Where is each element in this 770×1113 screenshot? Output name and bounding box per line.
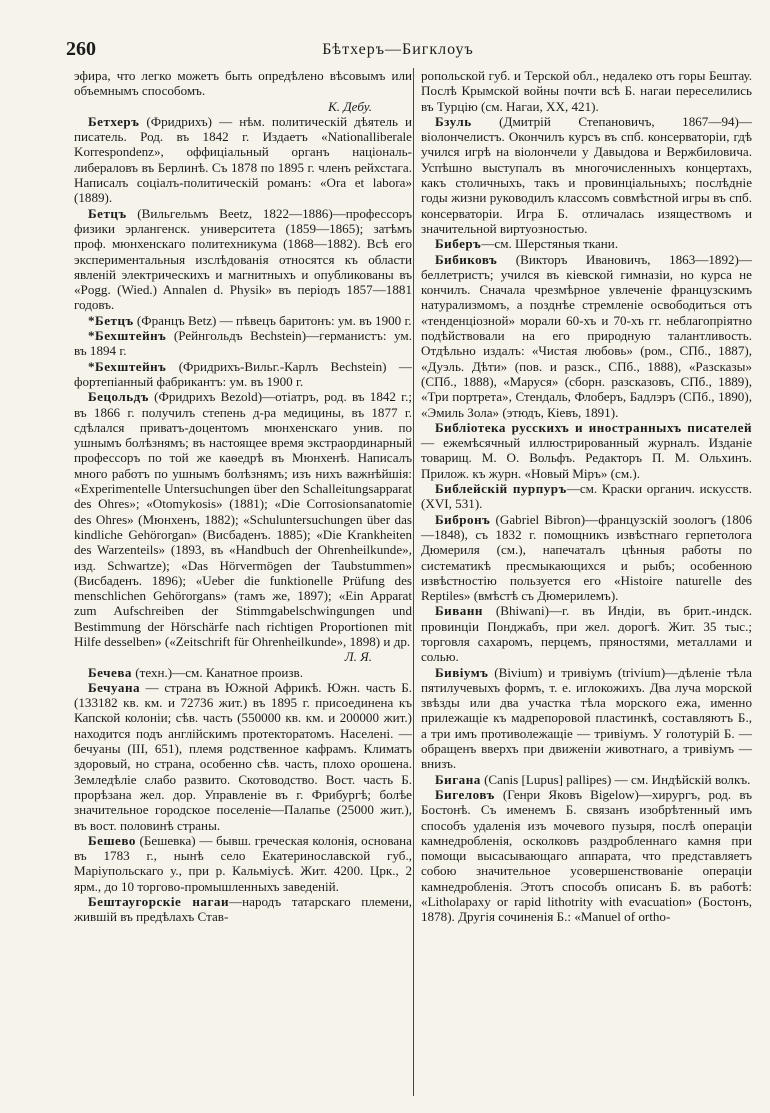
entry-body: — ежемѣсячный иллюстрированный журналъ. Изданіе товарищ. М. О. Вольфъ. Редакторъ П. М. Ольхинъ. Прилож. къ журн. «Новый Міръ» (см.). — [421, 435, 752, 481]
dictionary-entry — [421, 512, 752, 604]
author-signature: Л. Я. — [344, 649, 372, 665]
entry-headword: Библейскій пурпуръ — [435, 481, 567, 497]
entry-headword: Бигеловъ — [435, 786, 495, 802]
dictionary-entry — [74, 894, 412, 925]
entry-headword: Бетхеръ — [88, 113, 140, 129]
entry-headword: Бешево — [88, 832, 136, 848]
entry-headword: Бибронъ — [435, 511, 491, 527]
entry-headword: *Бехштейнъ — [88, 328, 167, 344]
entry-body: (Фридрихъ Bezold)—отіатръ, род. въ 1842 г.; въ 1866 г. получилъ степень д-ра медицины, въ 1877 г. сдѣлался приватъ-доцентомъ мюнхенскаго унив. по ушнымъ болѣзнямъ; въ настоящее время экстраординарный профессоръ по той же каѳедрѣ въ Мюнхенѣ. Написалъ много работъ по ушнымъ болѣзнямъ; изъ нихъ важнѣйшія: «Experimentelle Untersuchungen über den Schalleitungsapparat des Ohres»; «Otomykosis» (1881); «Die Corrosionsanatomie des Ohres» (Мюнхенъ, 1882); «Schuluntersuchungen über das kindliche Gehörorgan» (Висбаденъ. 1885); «Die Krankheiten des Warzenteils» (1893, въ «Handbuch der Ohrenheilkunde», изд. Schwartze); «Das Hörvermögen der Taubstummen» (Висбаденъ. 1896); «Ueber die funktionelle Prüfung des menschlichen Gehörorgans» (тамъ же, 1897); «Ein Apparat zum Aufschreiben der Stimmgabelschwingungen und Bestimmung der Hörschärfe nach richtigen Proportionen mit Hilfe desselben» («Zeitschrift für Ohrenheilkunde», 1898) и др. — [74, 389, 412, 649]
entry-headword: Бечева — [88, 664, 132, 680]
dictionary-entry — [74, 359, 412, 390]
dictionary-entry — [74, 328, 412, 359]
entry-body: (Рейнгольдъ Bechstein)—германистъ: ум. въ 1894 г. — [74, 328, 412, 359]
dictionary-entry — [421, 603, 752, 664]
dictionary-entry — [74, 680, 412, 833]
dictionary-entry — [421, 787, 752, 925]
entry-body: (Bhiwani)—г. въ Индіи, въ брит.-индск. провинціи Понджабъ, при жел. дорогѣ. Жит. 35 тыс.; торговля сахаромъ, перцемъ, пряностями, металлами и солью. — [421, 603, 752, 665]
entry-headword: Бечуана — [88, 679, 141, 695]
continued-text: эфира, что легко можетъ быть опредѣлено вѣсовымъ или объемнымъ способомъ. — [74, 68, 412, 99]
entry-body: (Дмитрій Степановичъ, 1867—94)—віолончелистъ. Окончилъ курсъ въ спб. консерваторіи, гдѣ учился игрѣ на віолончели у Давыдова и Вержбиловича. Успѣшно выступалъ въ многочисленныхъ концертахъ, какъ столичныхъ, такъ и провинціальныхъ; послѣдніе годы жизни руководилъ классомъ совмѣстной игры въ спб. консерваторіи. Игра Б. отличалась изяществомъ и значительной виртуозностью. — [421, 113, 752, 236]
entry-headword: *Бехштейнъ — [88, 358, 167, 374]
dictionary-entry — [74, 389, 412, 649]
dictionary-entry — [74, 665, 412, 680]
entry-headword: Бзуль — [435, 113, 472, 129]
entry-body: (Фридрихъ-Вильг.-Карлъ Bechstein) — фортепіанный фабрикантъ: ум. въ 1900 г. — [74, 358, 412, 389]
page-number: 260 — [66, 38, 96, 60]
continued-text: ропольской губ. и Терской обл., недалеко отъ горы Бештау. Послѣ Крымской войны почти всѣ Б. нагаи переселились въ Турцію (см. Нагаи, XX, 421). — [421, 68, 752, 114]
page-header — [66, 38, 730, 62]
running-head: Бѣтхеръ—Бигклоуъ — [322, 41, 474, 58]
dictionary-entry — [421, 420, 752, 481]
dictionary-entry — [421, 772, 752, 787]
entry-body: (Генри Яковъ Bigelow)—хирургъ, род. въ Бостонѣ. Съ именемъ Б. связанъ изобрѣтенный имъ способъ удаленія изъ мочевого пузыря, послѣ операціи камнедробленія, осколковъ раздробленнаго камня при помощи высасывающаго аппарата, что представляетъ собою значительное усовершенствованіе операціи камнедробленія. Этотъ способъ описанъ Б. въ работѣ: «Litholapaxy or rapid lithotrity with evacuation» (Бостонъ, 1878). Другія сочиненія Б.: «Manuel of ortho- — [421, 786, 752, 925]
entry-body: (Францъ Betz) — пѣвецъ баритонъ: ум. въ 1900 г. — [133, 312, 412, 328]
entry-headword: Библіотека русскихъ и иностранныхъ писателей — [435, 419, 752, 435]
left-column — [74, 68, 412, 925]
entry-headword: Биванн — [435, 603, 483, 619]
dictionary-entry — [421, 481, 752, 512]
entry-headword: Бецольдъ — [88, 389, 149, 405]
dictionary-entry — [74, 114, 412, 206]
entry-body: (техн.)—см. Канатное произв. — [131, 664, 303, 680]
column-divider — [413, 68, 414, 1096]
entry-body: —народъ татарскаго племени, жившій въ предѣлахъ Став- — [74, 894, 412, 925]
entry-body: (Фридрихъ) — нѣм. политическій дѣятель и писатель. Род. въ 1842 г. Издаетъ «Nationalliberale Korrespondenz», оффиціальный органъ національ-либераловъ въ Берлинѣ. Съ 1878 по 1895 г. членъ рейхстага. Написалъ соціалъ-политическій романъ: «Ora et labora» (1889). — [74, 113, 412, 206]
entry-headword: Бигана — [435, 771, 481, 787]
dictionary-entry — [421, 665, 752, 772]
entry-headword: *Бетцъ — [88, 312, 134, 328]
entry-body: (Викторъ Ивановичъ, 1863—1892)—беллетристъ; учился въ кіевской гимназіи, но курса не кончилъ. Сначала чрезмѣрное увлеченіе французскимъ натурализмомъ, а позднѣе стремленіе освободиться отъ «тенденціозной» морали 60-хъ и 70-хъ гг. неблагопріятно подѣйствовали на его природную талантливость. Отдѣльно издалъ: «Чистая любовь» (ром., СПб., 1887), «Дуэль. Дѣти» (пов. и разск., СПб., 1888), «Разсказы» (СПб., 1888), «Маруся» (сборн. разсказовъ, СПб., 1889), «Три портрета», Стендаль, Флоберъ, Бадлэръ (СПб., 1890), «Эмиль Зола» (этюдъ, Кіевъ, 1891). — [421, 251, 752, 420]
entry-body: (Bivium) и тривіумъ (trivium)—дѣленіе тѣла пятилучевыхъ формъ, т. е. иглокожихъ. Два луча морской звѣзды или два участка тѣла морского ежа, именно прилежащіе къ мадрепоровой пластинкѣ, составляютъ Б., а три имъ противолежащіе — тривіумъ. У голотурій Б. — обращенъ вверхъ при движеніи животнаго, а тривіумъ — внизъ. — [421, 664, 752, 772]
entry-body: — страна въ Южной Африкѣ. Южн. часть Б. (133182 кв. км. и 72736 жит.) въ 1895 г. присоединена къ Капской колоніи; сѣв. часть (550000 кв. км. и 200000 жит.) находится подъ англійскимъ протекторатомъ. Населені. — бечуаны (III, 651), племя родственное кафрамъ. Климатъ здоровый, но страна, особенно сѣв. часть, плохо орошена. Земледѣліе слабо развито. Скотоводство. Вост. часть Б. прорѣзана жел. дор. Управленіе въ г. Фрибургѣ; болѣе значительное городское поселеніе—Палапье (25000 жит.), въ вост. половинѣ страны. — [74, 679, 412, 833]
dictionary-entry — [421, 236, 752, 251]
dictionary-entry — [421, 114, 752, 236]
entry-body: —см. Шерстяныя ткани. — [481, 236, 619, 252]
entry-headword: Бетцъ — [88, 205, 127, 221]
entry-body: —см. Краски органич. искусств. (XVI, 531). — [421, 481, 752, 512]
dictionary-entry — [74, 833, 412, 894]
entry-headword: Бибиковъ — [435, 251, 498, 267]
entry-headword: Бештаугорскіе нагаи — [88, 894, 230, 910]
entry-body: (Gabriel Bibron)—французскій зоологъ (1806—1848), съ 1832 г. помощникъ извѣстнаго герпетолога Дюмериля (см.), напечаталъ цѣнныя работы по систематикѣ пресмыкающихся и рыбъ; особенною извѣстностію пользуется его «Histoire naturelle des Reptiles» (вмѣстѣ съ Дюмерилемъ). — [421, 511, 752, 604]
dictionary-entry — [74, 313, 412, 328]
entry-body: (Вильгельмъ Beetz, 1822—1886)—профессоръ физики эрлангенск. университета (1859—1865); затѣмъ проф. мюнхенскаго политехникума (1868—1882). Всѣ его экспериментальныя изслѣдованія относятся къ области явленій электрическихъ и магнитныхъ и опубликованы въ «Pogg. (Wied.) Annalen d. Physik» въ періодъ 1857—1881 годовъ. — [74, 205, 412, 313]
entry-headword: Биберъ — [435, 236, 482, 252]
right-column — [421, 68, 752, 925]
entry-headword: Бивіумъ — [435, 664, 489, 680]
dictionary-entry — [421, 252, 752, 420]
dictionary-entry — [74, 206, 412, 313]
entry-body: (Canis [Lupus] pallipes) — см. Индѣйскій волкъ. — [480, 771, 751, 787]
author-signature: К. Дебу. — [328, 98, 372, 114]
entry-body: (Бешевка) — бывш. греческая колонія, основана въ 1783 г., нынѣ село Екатеринославской губ., Маріупольскаго у., при р. Кальміусѣ. Жит. 4200. Црк., 2 ярм., до 10 торгово-промышленныхъ заведеній. — [74, 832, 412, 894]
